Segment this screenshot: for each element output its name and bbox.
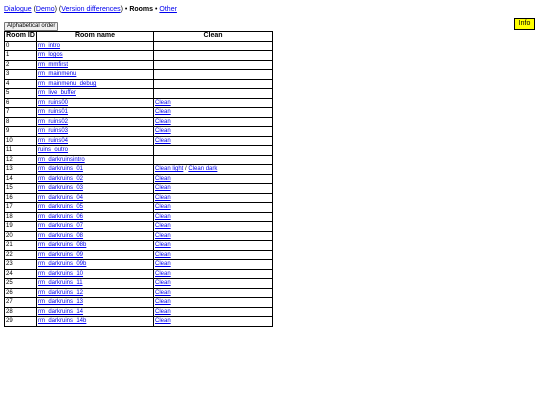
room-id-cell: 11	[5, 146, 37, 156]
room-id-cell: 18	[5, 212, 37, 222]
breadcrumb-nav	[4, 5, 177, 14]
table-row	[5, 260, 273, 270]
room-name-link[interactable]: rm_darkruins_14b	[38, 318, 87, 325]
table-row	[5, 51, 273, 61]
room-name-cell	[37, 212, 154, 222]
clean-link[interactable]: Clean	[155, 128, 171, 135]
table-row	[5, 70, 273, 80]
room-name-link[interactable]: rm_darkruins_08b	[38, 242, 87, 249]
clean-link[interactable]: Clean	[155, 137, 171, 144]
room-id-cell: 17	[5, 203, 37, 213]
clean-link[interactable]: Clean	[155, 299, 171, 306]
clean-link[interactable]: Clean	[155, 223, 171, 230]
clean-cell	[154, 250, 273, 260]
clean-link[interactable]: Clean	[155, 251, 171, 258]
room-id-cell: 24	[5, 269, 37, 279]
room-name-link[interactable]: rm_darkruins_01	[38, 166, 84, 173]
room-name-cell	[37, 307, 154, 317]
table-row	[5, 231, 273, 241]
room-name-cell	[37, 269, 154, 279]
room-name-link[interactable]: rm_darkruinsintro	[38, 156, 85, 163]
nav-dialogue-link[interactable]: Dialogue	[4, 6, 32, 13]
room-name-cell	[37, 250, 154, 260]
room-name-link[interactable]: rm_mainmenu_debug	[38, 80, 97, 87]
rooms-table	[4, 31, 273, 327]
room-name-link[interactable]: rm_logos	[38, 52, 63, 59]
room-id-cell: 13	[5, 165, 37, 175]
room-id-cell: 2	[5, 60, 37, 70]
room-id-cell: 15	[5, 184, 37, 194]
room-name-cell	[37, 317, 154, 327]
clean-cell	[154, 260, 273, 270]
table-row	[5, 212, 273, 222]
clean-cell	[154, 51, 273, 61]
room-name-cell	[37, 51, 154, 61]
table-row	[5, 108, 273, 118]
room-id-cell: 3	[5, 70, 37, 80]
room-id-cell: 27	[5, 298, 37, 308]
room-name-link[interactable]: rm_intro	[38, 42, 61, 49]
table-row	[5, 165, 273, 175]
clean-link[interactable]: Clean	[155, 175, 171, 182]
room-name-link[interactable]: rm_live_buffer	[38, 90, 76, 97]
table-row	[5, 136, 273, 146]
room-name-cell	[37, 136, 154, 146]
nav-punct: (	[31, 6, 36, 13]
room-id-cell: 12	[5, 155, 37, 165]
table-row	[5, 41, 273, 51]
clean-link[interactable]: Clean	[155, 308, 171, 315]
nav-separator: •	[153, 6, 160, 13]
clean-cell	[154, 298, 273, 308]
room-name-cell	[37, 279, 154, 289]
table-row	[5, 155, 273, 165]
room-name-cell	[37, 231, 154, 241]
clean-cell	[154, 203, 273, 213]
room-name-link[interactable]: rm_mainmenu	[38, 71, 77, 78]
room-name-link[interactable]: rm_darkruins_03	[38, 185, 84, 192]
room-name-link[interactable]: rm_darkruins_10	[38, 270, 84, 277]
room-id-cell: 8	[5, 117, 37, 127]
room-id-cell: 23	[5, 260, 37, 270]
clean-link[interactable]: Clean	[155, 242, 171, 249]
table-row	[5, 241, 273, 251]
room-id-cell: 16	[5, 193, 37, 203]
room-name-cell	[37, 165, 154, 175]
room-name-link[interactable]: rm_ruins01	[38, 109, 69, 116]
clean-link[interactable]: Clean	[155, 232, 171, 239]
room-id-cell: 25	[5, 279, 37, 289]
room-id-cell: 14	[5, 174, 37, 184]
room-name-cell	[37, 193, 154, 203]
room-name-link[interactable]: rm_mmfirst	[38, 61, 68, 68]
table-row	[5, 174, 273, 184]
table-row	[5, 269, 273, 279]
table-row	[5, 127, 273, 137]
table-row	[5, 79, 273, 89]
room-id-cell: 9	[5, 127, 37, 137]
nav-demo-link[interactable]: Demo	[35, 6, 55, 13]
clean-cell	[154, 60, 273, 70]
clean-link[interactable]: Clean	[155, 289, 171, 296]
table-row	[5, 203, 273, 213]
clean-link[interactable]: Clean	[155, 280, 171, 287]
clean-link[interactable]: Clean	[155, 318, 171, 325]
rooms-table-body	[5, 41, 273, 326]
clean-cell	[154, 70, 273, 80]
room-id-cell: 20	[5, 231, 37, 241]
room-name-cell	[37, 260, 154, 270]
clean-cell	[154, 269, 273, 279]
clean-cell	[154, 127, 273, 137]
room-id-cell: 28	[5, 307, 37, 317]
room-name-link[interactable]: rm_darkruins_09	[38, 251, 84, 258]
nav-punct: ) (	[54, 6, 62, 13]
clean-cell	[154, 41, 273, 51]
room-name-cell	[37, 41, 154, 51]
clean-link[interactable]: Clean	[155, 109, 171, 116]
clean-cell	[154, 222, 273, 232]
room-name-cell	[37, 203, 154, 213]
room-name-link[interactable]: rm_darkruins_13	[38, 299, 84, 306]
clean-separator: /	[183, 166, 189, 173]
clean-cell	[154, 136, 273, 146]
room-name-link[interactable]: rm_darkruins_14	[38, 308, 84, 315]
clean-cell	[154, 317, 273, 327]
room-name-link[interactable]: rm_darkruins_04	[38, 194, 84, 201]
nav-punct: )	[120, 6, 123, 13]
room-name-cell	[37, 155, 154, 165]
room-id-cell: 22	[5, 250, 37, 260]
clean-cell	[154, 108, 273, 118]
room-name-cell	[37, 184, 154, 194]
table-row	[5, 317, 273, 327]
clean-cell	[154, 155, 273, 165]
room-name-cell	[37, 117, 154, 127]
clean-cell	[154, 241, 273, 251]
clean-cell	[154, 79, 273, 89]
room-name-cell	[37, 174, 154, 184]
room-name-link[interactable]: rm_darkruins_08	[38, 232, 84, 239]
table-row	[5, 307, 273, 317]
clean-link[interactable]: Clean	[155, 185, 171, 192]
clean-cell	[154, 307, 273, 317]
table-row	[5, 279, 273, 289]
room-name-cell	[37, 70, 154, 80]
table-row	[5, 98, 273, 108]
clean-cell	[154, 288, 273, 298]
clean-cell	[154, 89, 273, 99]
room-name-link[interactable]: rm_darkruins_12	[38, 289, 84, 296]
room-name-cell	[37, 98, 154, 108]
clean-link[interactable]: Clean	[155, 213, 171, 220]
table-row	[5, 117, 273, 127]
nav-other-link[interactable]: Other	[159, 6, 177, 13]
clean-cell	[154, 231, 273, 241]
room-id-cell: 7	[5, 108, 37, 118]
table-row	[5, 250, 273, 260]
clean-cell	[154, 98, 273, 108]
room-name-cell	[37, 79, 154, 89]
table-row	[5, 60, 273, 70]
room-name-cell	[37, 146, 154, 156]
room-name-cell	[37, 298, 154, 308]
table-row	[5, 288, 273, 298]
nav-version-differences-link[interactable]: Version differences	[61, 6, 121, 13]
clean-cell	[154, 174, 273, 184]
room-name-link[interactable]: rm_darkruins_02	[38, 175, 84, 182]
room-id-cell: 5	[5, 89, 37, 99]
table-row	[5, 184, 273, 194]
header-room-id: Room ID	[6, 32, 35, 40]
room-name-link[interactable]: rm_darkruins_11	[38, 280, 83, 287]
clean-cell	[154, 146, 273, 156]
table-row	[5, 222, 273, 232]
room-id-cell: 10	[5, 136, 37, 146]
room-id-cell: 1	[5, 51, 37, 61]
room-id-cell: 0	[5, 41, 37, 51]
room-name-cell	[37, 108, 154, 118]
table-row	[5, 193, 273, 203]
table-row	[5, 89, 273, 99]
room-id-cell: 26	[5, 288, 37, 298]
room-id-cell: 4	[5, 79, 37, 89]
clean-cell	[154, 279, 273, 289]
clean-link[interactable]: Clean	[155, 204, 171, 211]
room-name-cell	[37, 60, 154, 70]
room-name-cell	[37, 127, 154, 137]
table-header-row	[5, 32, 273, 42]
clean-link[interactable]: Clean	[155, 194, 171, 201]
clean-link[interactable]: Clean	[155, 99, 171, 106]
room-name-cell	[37, 288, 154, 298]
room-name-link[interactable]: rm_ruins00	[38, 99, 69, 106]
room-name-link[interactable]: rm_ruins02	[38, 118, 69, 125]
info-button[interactable]: Info	[514, 18, 535, 30]
room-id-cell: 21	[5, 241, 37, 251]
alphabetical-order-button[interactable]: Alphabetical order	[4, 22, 58, 31]
clean-cell	[154, 193, 273, 203]
clean-link[interactable]: Clean dark	[188, 166, 218, 173]
nav-separator: •	[122, 6, 130, 13]
table-row	[5, 298, 273, 308]
room-name-cell	[37, 241, 154, 251]
clean-cell	[154, 165, 273, 175]
nav-current-rooms: Rooms	[129, 6, 154, 13]
room-name-cell	[37, 89, 154, 99]
clean-link[interactable]: Clean	[155, 270, 171, 277]
room-name-link[interactable]: rm_darkruins_07	[38, 223, 84, 230]
clean-link[interactable]: Clean	[155, 261, 171, 268]
room-name-cell	[37, 222, 154, 232]
header-clean: Clean	[154, 32, 273, 42]
room-id-cell: 19	[5, 222, 37, 232]
clean-cell	[154, 184, 273, 194]
room-name-link[interactable]: rm_ruins04	[38, 137, 69, 144]
clean-cell	[154, 117, 273, 127]
clean-link[interactable]: Clean light	[155, 166, 184, 173]
clean-cell	[154, 212, 273, 222]
room-id-cell: 29	[5, 317, 37, 327]
room-id-cell: 6	[5, 98, 37, 108]
room-name-link[interactable]: ruins_outro	[38, 147, 69, 154]
table-row	[5, 146, 273, 156]
room-name-link[interactable]: rm_darkruins_09b	[38, 261, 87, 268]
room-name-link[interactable]: rm_darkruins_05	[38, 204, 84, 211]
clean-link[interactable]: Clean	[155, 118, 171, 125]
room-name-link[interactable]: rm_darkruins_06	[38, 213, 84, 220]
room-name-link[interactable]: rm_ruins03	[38, 128, 69, 135]
header-room-name: Room name	[37, 32, 154, 42]
